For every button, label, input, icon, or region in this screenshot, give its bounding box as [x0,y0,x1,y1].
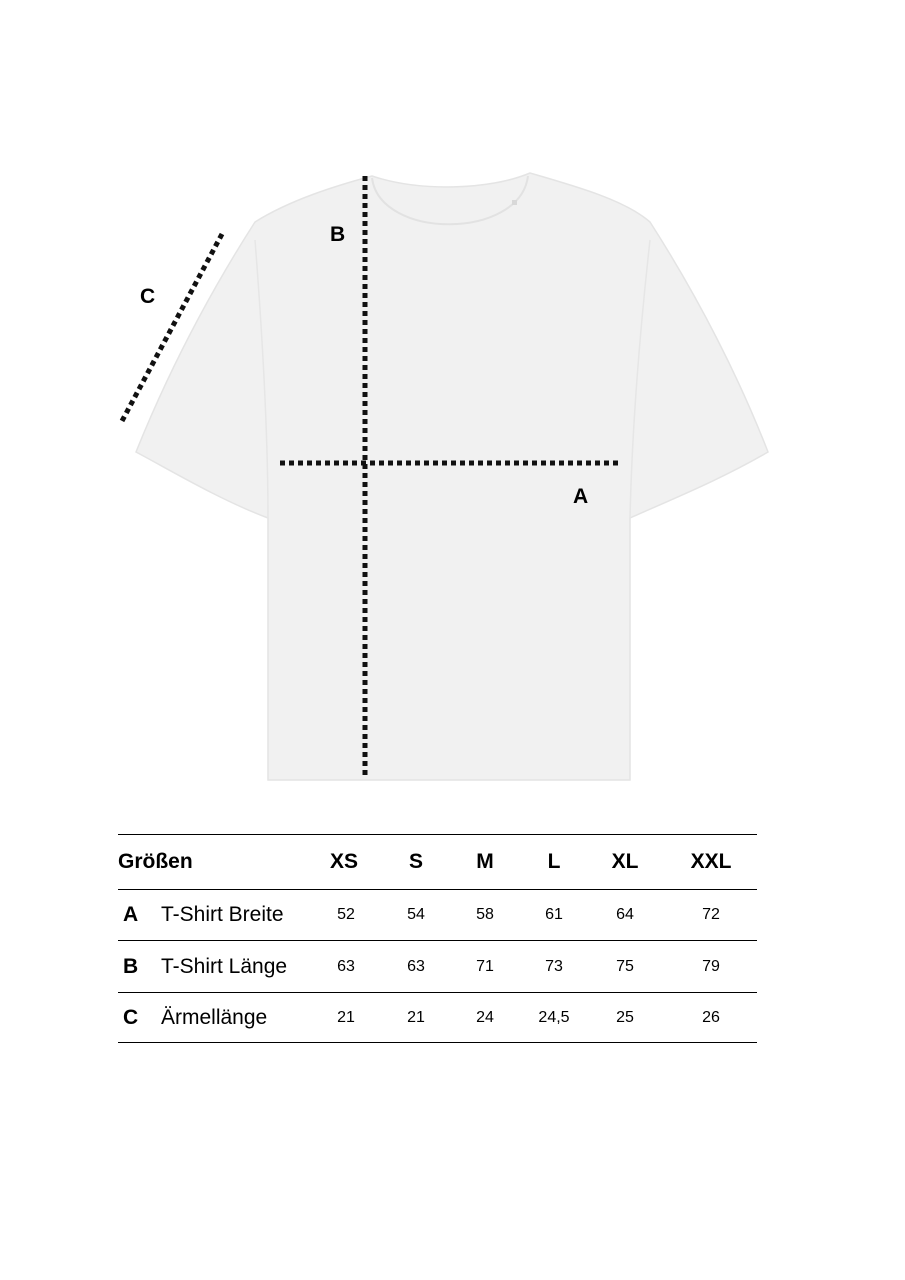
tshirt-tag [512,200,517,205]
table-cell: 26 [702,1008,720,1026]
table-cell: 21 [337,1008,355,1026]
row-name: T-Shirt Breite [161,903,284,926]
row-name: T-Shirt Länge [161,954,288,978]
size-header-xl: XL [611,850,639,873]
tshirt-body [136,173,768,780]
table-cell: 61 [545,906,563,923]
table-cell: 52 [337,906,355,923]
measure-label-c: C [140,285,156,308]
table-cell: 75 [616,957,634,975]
table-cell: 21 [407,1008,425,1026]
table-cell: 24 [476,1008,494,1026]
measure-label-b: B [330,223,346,246]
table-cell: 54 [407,906,425,923]
size-table-title: Größen [118,850,193,873]
table-row [118,890,757,941]
row-letter: A [123,903,139,926]
size-header-m: M [476,850,494,873]
size-header-s: S [408,850,424,873]
table-cell: 58 [476,906,494,923]
row-letter: B [123,954,139,978]
table-cell: 72 [702,906,720,923]
table-cell: 79 [702,957,720,975]
table-cell: 63 [337,957,355,975]
size-header-xs: XS [329,850,359,873]
measure-label-a: A [573,485,589,508]
table-row [118,993,757,1043]
table-cell: 25 [616,1008,634,1026]
table-cell: 64 [616,906,634,923]
table-cell: 24,5 [538,1008,570,1026]
size-table [118,834,757,1043]
table-cell: 63 [407,957,425,975]
table-cell: 71 [476,957,494,975]
table-cell: 73 [545,957,563,975]
size-header-xxl: XXL [690,850,732,873]
size-header-l: L [547,850,561,873]
size-table-header [118,835,757,890]
row-letter: C [123,1005,139,1029]
table-row [118,941,757,993]
row-name: Ärmellänge [161,1005,268,1029]
